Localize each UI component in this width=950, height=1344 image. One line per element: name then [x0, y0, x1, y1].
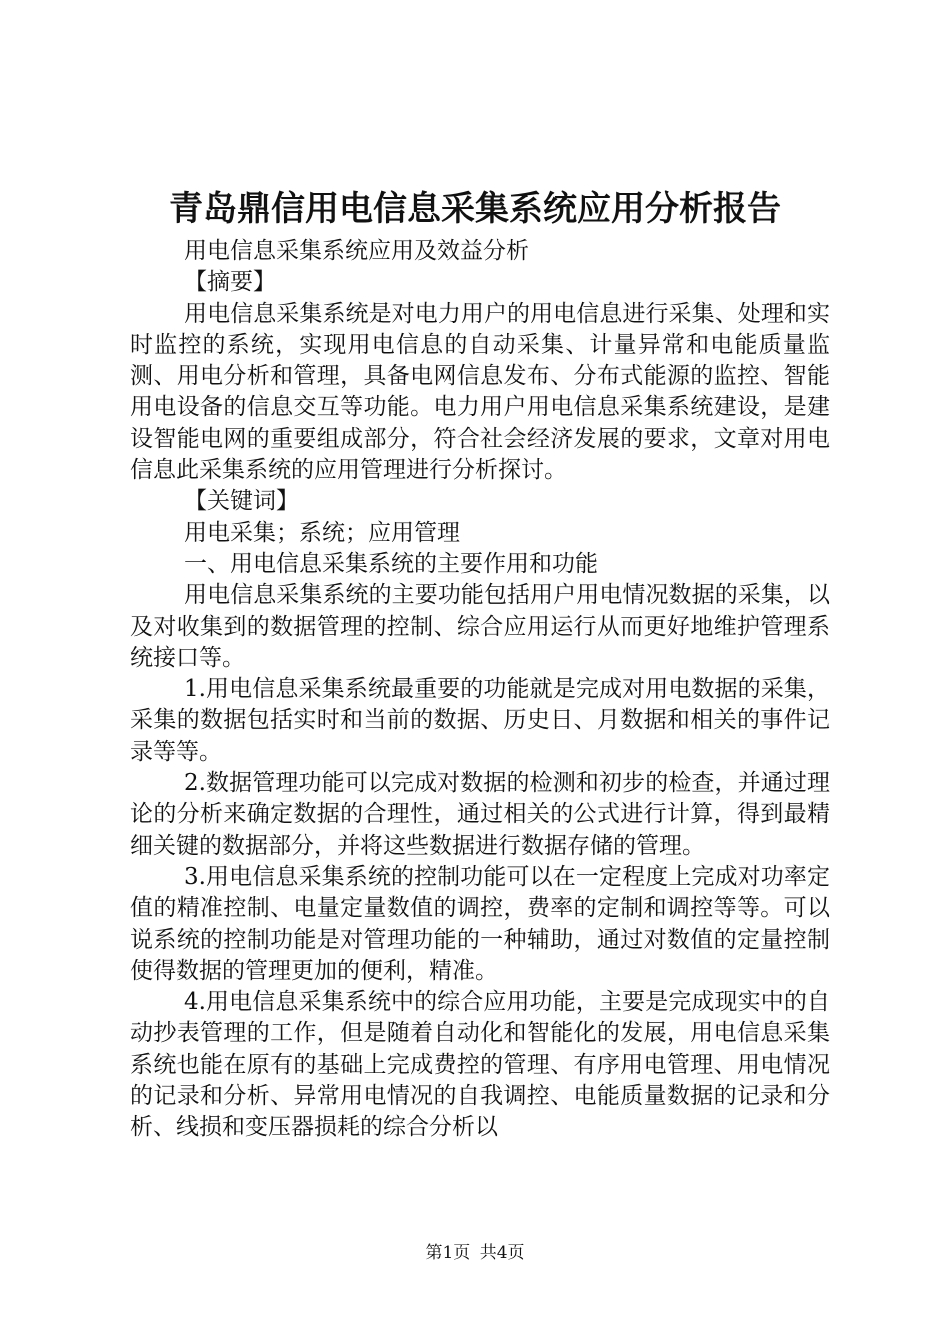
keywords-heading: 【关键词】	[184, 488, 299, 515]
body-paragraph: 4.用电信息采集系统中的综合应用功能，主要是完成现实中的自动抄表管理的工作，但是随着自动化和智能化的发展，用电信息采集系统也能在原有的基础上完成费控的管理、有序用电管理、用电情况的记录和分析、异常用电情况的自我调控、电能质量数据的记录和分析、线损和变压器损耗的综合分析以	[130, 989, 830, 1141]
abstract-paragraph: 用电信息采集系统是对电力用户的用电信息进行采集、处理和实时监控的系统，实现用电信息的自动采集、计量异常和电能质量监测、用电分析和管理，具备电网信息发布、分布式能源的监控、智能用电设备的信息交互等功能。电力用户用电信息采集系统建设，是建设智能电网的重要组成部分，符合社会经济发展的要求，文章对用电信息此采集系统的应用管理进行分析探讨。	[130, 300, 830, 484]
section-heading: 一、用电信息采集系统的主要作用和功能	[184, 550, 598, 577]
body-paragraph: 用电信息采集系统的主要功能包括用户用电情况数据的采集，以及对收集到的数据管理的控制、综合应用运行从而更好地维护管理系统接口等。	[130, 582, 830, 671]
page-footer	[0, 1242, 950, 1264]
document-body	[130, 236, 830, 1144]
body-paragraph: 1.用电信息采集系统最重要的功能就是完成对用电数据的采集，采集的数据包括实时和当前的数据、历史日、月数据和相关的事件记录等等。	[130, 676, 830, 765]
body-paragraph: 3.用电信息采集系统的控制功能可以在一定程度上完成对功率定值的精准控制、电量定量数值的调控，费率的定制和调控等等。可以说系统的控制功能是对管理功能的一种辅助，通过对数值的定量控制使得数据的管理更加的便利，精准。	[130, 863, 830, 984]
document-title: 青岛鼎信用电信息采集系统应用分析报告	[169, 189, 781, 229]
body-paragraph: 2.数据管理功能可以完成对数据的检测和初步的检查，并通过理论的分析来确定数据的合理性，通过相关的公式进行计算，得到最精细关键的数据部分，并将这些数据进行数据存储的管理。	[130, 770, 830, 859]
page-total: 共4页	[479, 1243, 525, 1263]
abstract-heading: 【摘要】	[184, 269, 276, 296]
subtitle-paragraph: 用电信息采集系统应用及效益分析	[184, 238, 529, 264]
keywords-paragraph: 用电采集；系统；应用管理	[184, 519, 460, 546]
page-number: 第1页	[425, 1243, 471, 1263]
